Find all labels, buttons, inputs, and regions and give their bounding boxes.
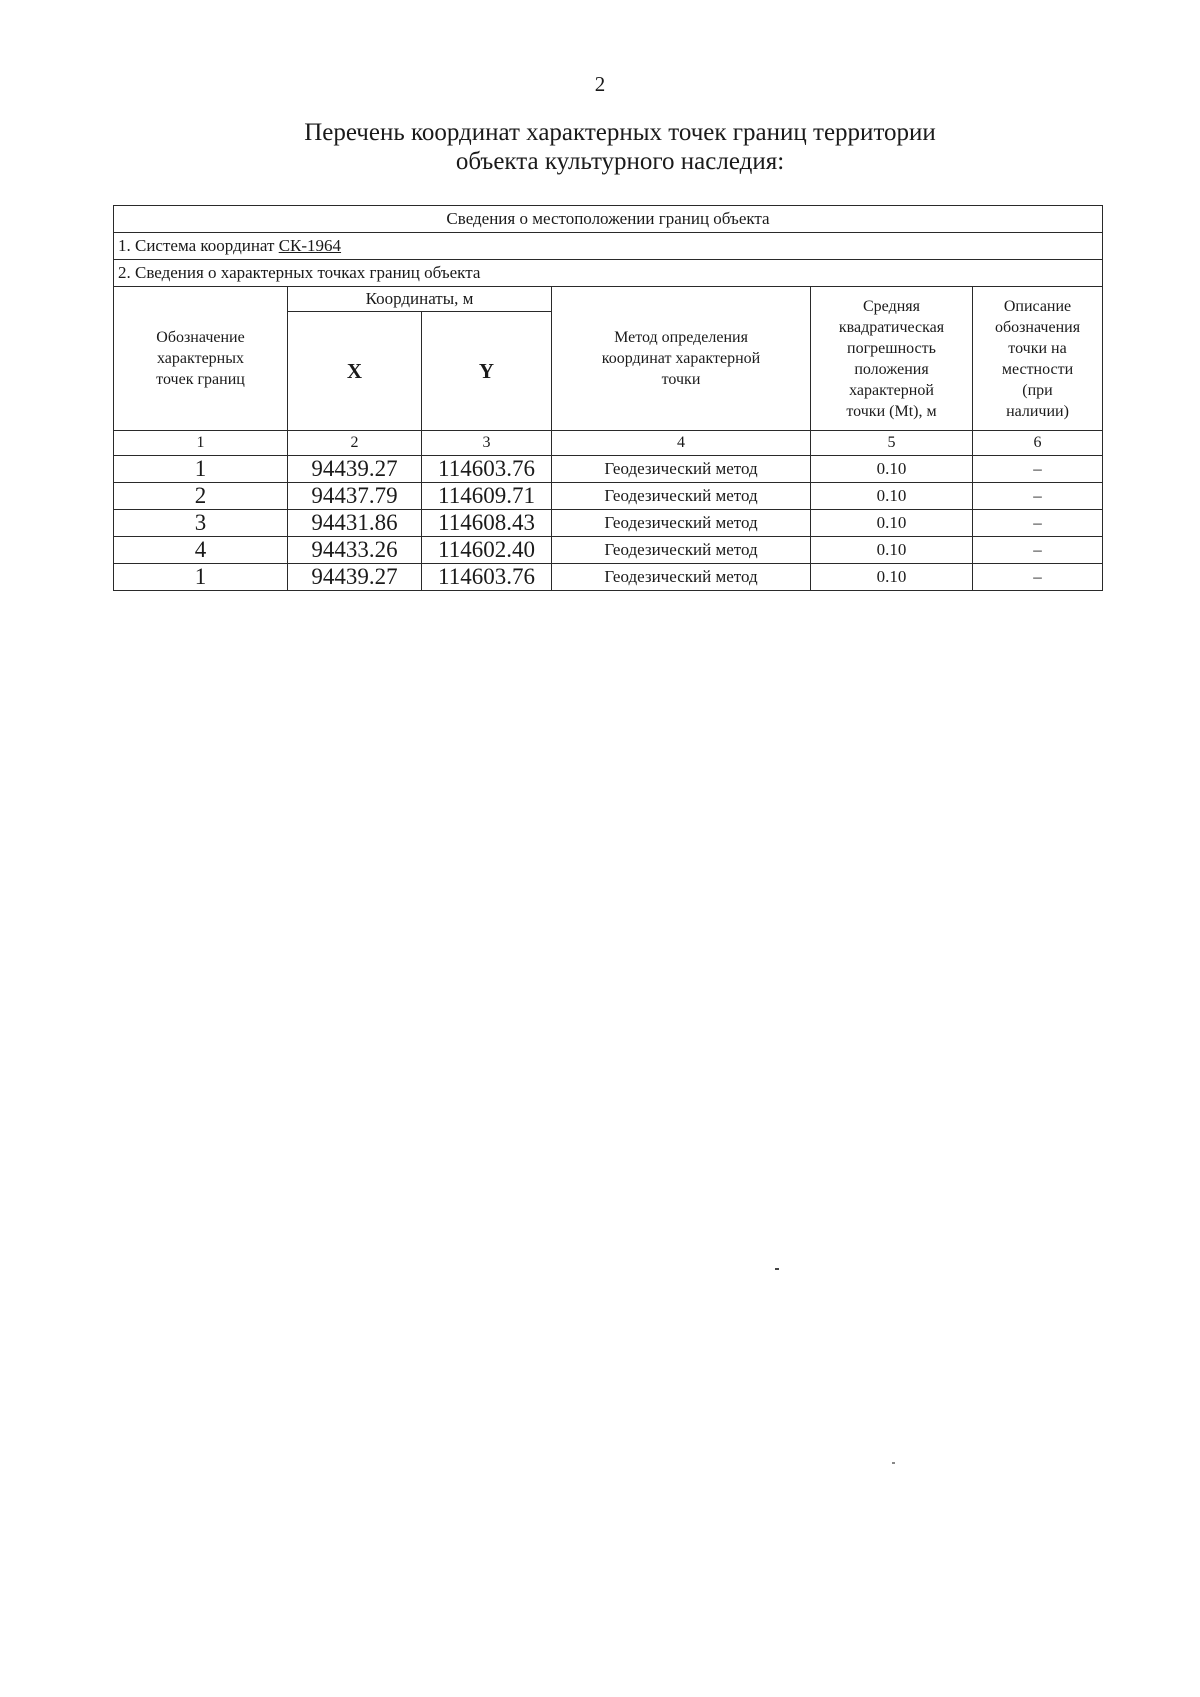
section-title: Сведения о местоположении границ объекта [114, 206, 1103, 233]
description-cell: – [973, 510, 1103, 537]
y-coordinate-cell: 114609.71 [422, 483, 552, 510]
method-cell: Геодезический метод [552, 564, 811, 591]
document-title-line-2: объекта культурного наследия: [455, 148, 785, 175]
y-coordinate-cell: 114603.76 [422, 456, 552, 483]
header-error [811, 287, 973, 431]
coord-system-label: 1. Система координат [118, 236, 279, 255]
column-number: 1 [114, 431, 288, 456]
error-cell: 0.10 [811, 537, 973, 564]
method-cell: Геодезический метод [552, 510, 811, 537]
column-number-row [114, 431, 1103, 456]
header-x: X [288, 312, 422, 431]
header-description-line: Описание [1003, 297, 1072, 315]
x-coordinate-cell: 94437.79 [288, 483, 422, 510]
boundary-coordinates-table [113, 205, 1103, 591]
scan-speck [892, 1462, 895, 1464]
point-id-cell: 1 [114, 564, 288, 591]
header-coordinates: Координаты, м [288, 287, 552, 312]
x-coordinate-cell: 94431.86 [288, 510, 422, 537]
header-method-line: точки [661, 371, 701, 388]
points-info-row [114, 260, 1103, 287]
y-coordinate-cell: 114603.76 [422, 564, 552, 591]
header-description-line: (при [1022, 381, 1053, 399]
table-row [114, 564, 1103, 591]
points-info: 2. Сведения о характерных точках границ объекта [114, 260, 1103, 287]
coord-system-value: СК-1964 [278, 236, 342, 255]
header-designation-line: точек границ [156, 371, 245, 388]
header-error-line: положения [854, 360, 929, 378]
header-error-line: характерной [849, 381, 934, 399]
table-row [114, 510, 1103, 537]
header-row [114, 287, 1103, 312]
header-error-line: точки (Mt), м [846, 402, 937, 420]
column-number: 4 [552, 431, 811, 456]
column-number: 2 [288, 431, 422, 456]
header-method [552, 287, 811, 431]
coord-system-cell [114, 233, 1103, 260]
method-cell: Геодезический метод [552, 537, 811, 564]
document-title-line-1: Перечень координат характерных точек границ территории [304, 119, 936, 146]
x-coordinate-cell: 94439.27 [288, 456, 422, 483]
description-cell: – [973, 483, 1103, 510]
document-title [200, 118, 1040, 176]
point-id-cell: 4 [114, 537, 288, 564]
error-cell: 0.10 [811, 483, 973, 510]
header-designation-line: характерных [157, 350, 244, 367]
header-description-line: точки на [1008, 339, 1067, 357]
header-designation [114, 287, 288, 431]
error-cell: 0.10 [811, 456, 973, 483]
page-number: 2 [594, 72, 606, 96]
table-row [114, 483, 1103, 510]
header-error-line: квадратическая [838, 318, 945, 336]
point-id-cell: 2 [114, 483, 288, 510]
coord-system-row [114, 233, 1103, 260]
header-description-line: местности [1001, 360, 1074, 378]
header-error-line: Средняя [863, 297, 920, 315]
header-method-line: Метод определения [614, 329, 748, 346]
table-row [114, 537, 1103, 564]
y-coordinate-cell: 114602.40 [422, 537, 552, 564]
header-y: Y [422, 312, 552, 431]
section-title-row [114, 206, 1103, 233]
column-number: 6 [973, 431, 1103, 456]
point-id-cell: 3 [114, 510, 288, 537]
description-cell: – [973, 537, 1103, 564]
description-cell: – [973, 564, 1103, 591]
y-coordinate-cell: 114608.43 [422, 510, 552, 537]
point-id-cell: 1 [114, 456, 288, 483]
x-coordinate-cell: 94439.27 [288, 564, 422, 591]
table-row [114, 456, 1103, 483]
error-cell: 0.10 [811, 510, 973, 537]
x-coordinate-cell: 94433.26 [288, 537, 422, 564]
header-description-line: наличии) [1006, 402, 1069, 420]
header-description-line: обозначения [994, 318, 1081, 336]
method-cell: Геодезический метод [552, 456, 811, 483]
header-designation-line: Обозначение [156, 329, 245, 346]
scan-speck [775, 1268, 779, 1270]
description-cell: – [973, 456, 1103, 483]
method-cell: Геодезический метод [552, 483, 811, 510]
column-number: 5 [811, 431, 973, 456]
column-number: 3 [422, 431, 552, 456]
header-description [973, 287, 1103, 431]
header-error-line: погрешность [847, 339, 936, 357]
error-cell: 0.10 [811, 564, 973, 591]
header-method-line: координат характерной [601, 350, 761, 367]
